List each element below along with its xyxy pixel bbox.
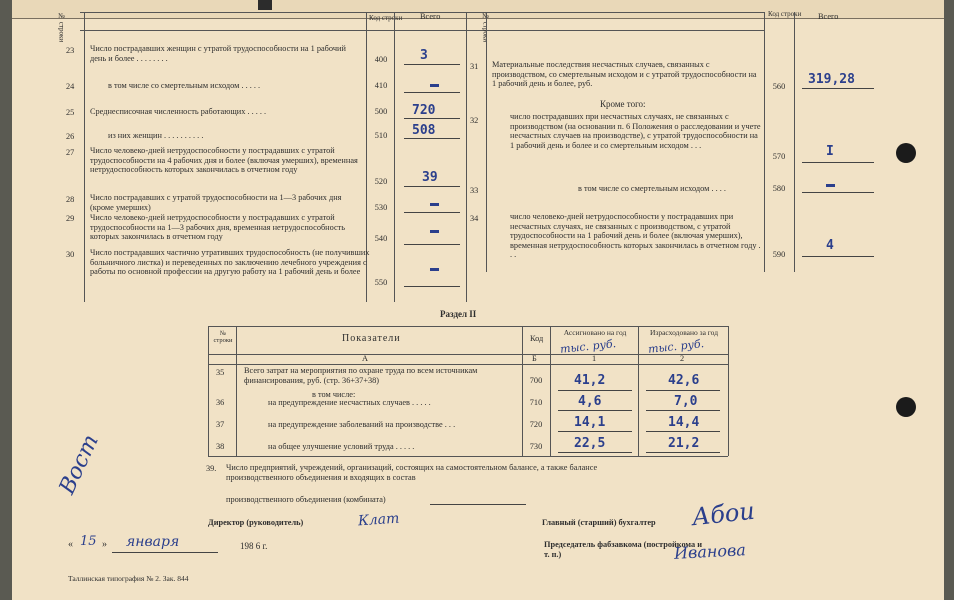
dash-mark [430, 230, 439, 233]
letter-a: А [362, 354, 368, 363]
row-value-handwritten: 41,2 [574, 373, 606, 388]
date-close-quote: » [102, 539, 107, 550]
row-number: 37 [216, 420, 225, 429]
value-underline [558, 410, 632, 411]
row-number: 35 [216, 368, 225, 377]
row-label: Число пострадавших частично утративших трудоспособность (не получивших больничного листка) и переведенных по заключению лечебного учреждения с работы по основной профессии на другую работу на 1 рабочий день и более [90, 248, 370, 277]
row-number: 34 [470, 214, 479, 223]
col-header-indicators: Показатели [342, 333, 401, 344]
row-label: число человеко-дней нетрудоспособности у пострадавших при несчастных случаях, не связанных с производством, с утратой трудоспособности на 1 рабочий день и более (включая умерших), временная нетрудоспособность которых закончилась в отчетном году . . . [510, 212, 761, 260]
row-value-handwritten: 21,2 [668, 436, 700, 451]
row-label: в том числе со смертельным исходом . . . . . [108, 81, 261, 90]
value-underline [404, 186, 460, 187]
row-code: 410 [374, 81, 388, 90]
row-number: 24 [66, 82, 75, 91]
vline [728, 326, 729, 456]
value-underline [404, 244, 460, 245]
director-label: Директор (руководитель) [208, 518, 304, 527]
col-header-code: Код [530, 334, 544, 343]
col-row-no-header: № строки [57, 12, 66, 43]
dash-mark [430, 203, 439, 206]
unit-handwritten: тыс. руб. [647, 337, 705, 356]
row-value-handwritten: 42,6 [668, 373, 700, 388]
row-number: 32 [470, 116, 479, 125]
row-code: 590 [772, 250, 786, 259]
row-label: в том числе со смертельным исходом . . . . [578, 184, 726, 193]
union-chair-label: Председатель фабзавкома (постройкома и т. п.) [544, 540, 703, 559]
form-page [12, 0, 944, 600]
col-index: 1 [592, 354, 597, 363]
letter-b: Б [532, 354, 537, 363]
value-underline [404, 92, 460, 93]
vline [764, 12, 765, 272]
row-value-handwritten: 3 [420, 48, 428, 63]
value-underline [404, 118, 460, 119]
vline [794, 12, 795, 272]
value-underline [558, 431, 632, 432]
date-open-quote: « [68, 539, 73, 550]
row-code: 730 [529, 442, 543, 451]
value-underline [404, 286, 460, 287]
col-header-spent: Израсходовано за год [649, 328, 719, 337]
row-code: 700 [529, 376, 543, 385]
row-code: 540 [374, 234, 388, 243]
row-label: Число человеко-дней нетрудоспособности у пострадавших с утратой трудоспособности на 1—3 рабочих дня, временная нетрудоспособность которых закончилась в отчетном году [90, 213, 346, 242]
row-number: 23 [66, 46, 75, 55]
row-code: 500 [374, 107, 388, 116]
row-number: 38 [216, 442, 225, 451]
value-underline [802, 256, 874, 257]
row-number: 26 [66, 132, 75, 141]
col-code-header-right: Код строки [768, 10, 802, 18]
row-value-handwritten: 39 [422, 170, 438, 185]
value-underline [404, 64, 460, 65]
row-number: 30 [66, 250, 75, 259]
row-number: 27 [66, 148, 75, 157]
value-underline [404, 212, 460, 213]
col-header-row-no: № строки [213, 330, 233, 344]
subheading: Кроме того: [600, 99, 646, 109]
row-code: 570 [772, 152, 786, 161]
vline [550, 326, 551, 456]
col-header-allocated: Ассигновано на год [563, 328, 627, 337]
vline [208, 326, 209, 456]
top-table-header-line [80, 30, 764, 31]
row-code: 530 [374, 203, 388, 212]
row-number: 29 [66, 214, 75, 223]
col-row-no-header-right: № строки [481, 12, 490, 43]
accountant-label: Главный (старший) бухгалтер [542, 518, 656, 527]
stamp-mark [258, 0, 272, 10]
row-label: Число пострадавших с утратой трудоспособности на 1—3 рабочих дня (кроме умерших) [90, 193, 342, 212]
row-value-handwritten: 508 [412, 123, 436, 138]
value-underline [802, 88, 874, 89]
director-signature: Клат [357, 510, 400, 530]
row-value-handwritten: 4 [826, 238, 834, 253]
dash-mark [826, 184, 835, 187]
row-value-handwritten: 14,4 [668, 415, 700, 430]
unit-handwritten: тыс. руб. [559, 337, 617, 356]
row-code: 560 [772, 82, 786, 91]
row-label: из них женщин . . . . . . . . . . [108, 131, 204, 140]
row-code: 520 [374, 177, 388, 186]
section-title: Раздел II [440, 309, 477, 319]
vline [466, 12, 467, 302]
date-month: января [126, 534, 180, 550]
row-number: 28 [66, 195, 75, 204]
value-underline [646, 390, 720, 391]
row-label: Материальные последствия несчастных случаев, связанных с производством, со смертельным исходом и с утратой трудоспособности на 1 рабочий день и более, руб. [492, 60, 757, 89]
union-chair-signature: Иванова [673, 540, 747, 563]
value-underline [646, 431, 720, 432]
vline [84, 12, 85, 302]
row-number: 31 [470, 62, 479, 71]
row-value-handwritten: 319,28 [808, 72, 855, 87]
row-value-handwritten: 720 [412, 103, 436, 118]
row-code: 710 [529, 398, 543, 407]
vline [522, 326, 523, 456]
col-total-header: Всего [420, 12, 441, 21]
row-value-handwritten: 14,1 [574, 415, 606, 430]
row-number: 33 [470, 186, 479, 195]
dash-mark [430, 84, 439, 87]
hline [208, 326, 728, 327]
row-label: Всего затрат на мероприятия по охране труда по всем источникам финансирования, руб. (стр. 36+37+38) [244, 366, 478, 385]
row-number: 39. [206, 464, 217, 473]
row-label: Среднесписочная численность работающих . . . . . [90, 107, 267, 116]
page-top-edge [12, 0, 944, 19]
vline [394, 12, 395, 302]
row-label: Число пострадавших женщин с утратой трудоспособности на 1 рабочий день и более . . . . . . . . [90, 44, 346, 63]
value-underline [404, 138, 460, 139]
sub-label: в том числе: [312, 390, 356, 399]
row-code: 720 [529, 420, 543, 429]
value-underline [646, 410, 720, 411]
row-label: число пострадавших при несчастных случаях, не связанных с производством (на основании п. 6 Положения о расследовании и учете несчастных случаев на производстве), с утратой трудоспособности на 1 рабочий день и более и со смертельным исходом . . . [510, 112, 761, 150]
date-year: 198 6 г. [240, 541, 268, 551]
vline [486, 12, 487, 272]
fill-line [430, 504, 526, 505]
row-value-handwritten: 22,5 [574, 436, 606, 451]
row-code: 580 [772, 184, 786, 193]
hline [208, 364, 728, 365]
col-total-header-right: Всего [818, 12, 839, 21]
row-code: 550 [374, 278, 388, 287]
accountant-signature: Абои [690, 496, 757, 532]
row-value-handwritten: 7,0 [674, 394, 698, 409]
margin-note: Вост [54, 430, 104, 499]
row-label: на общее улучшение условий труда . . . . . [268, 442, 415, 451]
row-value-handwritten: I [826, 144, 834, 159]
date-day: 15 [80, 534, 97, 549]
row-code: 400 [374, 55, 388, 64]
punch-hole [896, 143, 916, 163]
value-underline [558, 390, 632, 391]
printer-footer: Таллинская типография № 2. Зак. 844 [68, 574, 189, 583]
value-underline [646, 452, 720, 453]
row-label: на предупреждение заболеваний на производстве . . . [268, 420, 456, 429]
value-underline [802, 192, 874, 193]
col-index: 2 [680, 354, 685, 363]
item39-line2: производственного объединения (комбината) [226, 495, 386, 504]
fill-line [112, 552, 218, 553]
row-number: 25 [66, 108, 75, 117]
row-code: 510 [374, 131, 388, 140]
row-label: Число человеко-дней нетрудоспособности у пострадавших с утратой трудоспособности на 4 рабочих дня и более (включая умерших), временная нетрудоспособность которых закончилась в отчетном году [90, 146, 358, 175]
item39-text: Число предприятий, учреждений, организаций, состоящих на самостоятельном балансе, а также балансе производственного объединения и входящих в состав [226, 463, 598, 482]
value-underline [802, 162, 874, 163]
vline [638, 326, 639, 456]
punch-hole [896, 397, 916, 417]
value-underline [558, 452, 632, 453]
dash-mark [430, 268, 439, 271]
col-code-header: Код строки [369, 14, 403, 22]
row-value-handwritten: 4,6 [578, 394, 602, 409]
hline [208, 456, 728, 457]
row-number: 36 [216, 398, 225, 407]
vline [236, 326, 237, 456]
row-label: на предупреждение несчастных случаев . . . . . [268, 398, 431, 407]
